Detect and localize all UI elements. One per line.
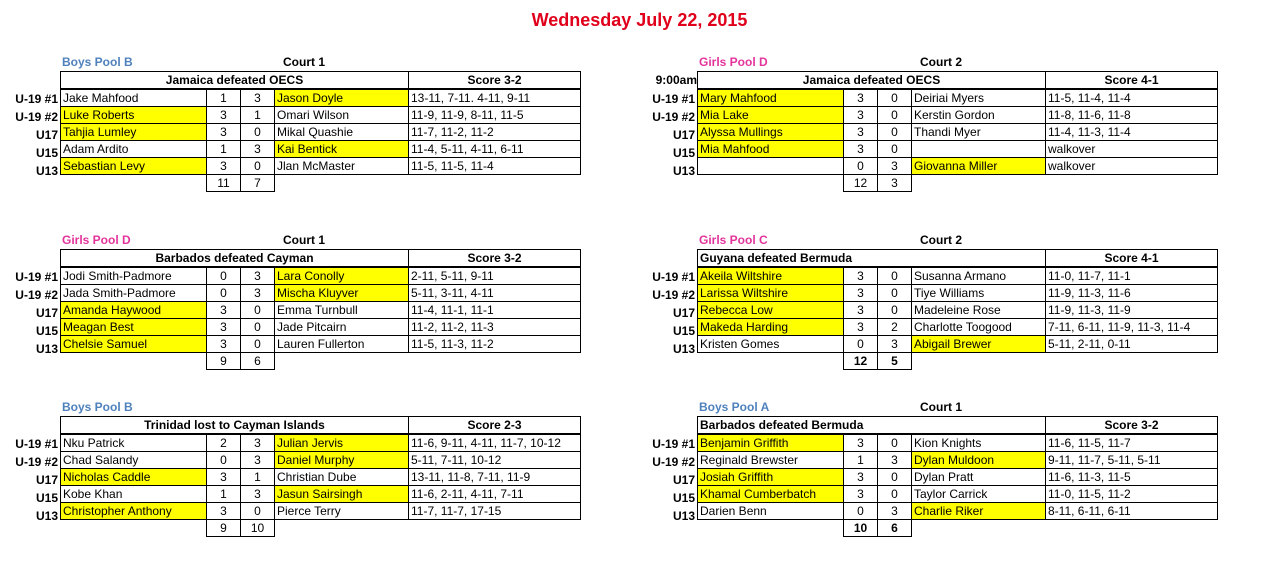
game-scores: 13-11, 7-11. 4-11, 9-11 [409,89,581,107]
game-scores: 11-4, 11-1, 11-1 [409,302,581,319]
spacer [61,175,207,192]
division-label: U13 [672,509,695,523]
game-scores: 11-4, 5-11, 4-11, 6-11 [409,141,581,158]
games-won-left: 0 [207,285,241,302]
match-result-header: Barbados defeated Bermuda [698,417,1046,435]
player-left: Josiah Griffith [698,469,844,486]
games-won-right: 3 [241,486,275,503]
player-left: Adam Ardito [61,141,207,158]
player-left: Akeila Wiltshire [698,267,844,285]
game-scores: 11-9, 11-3, 11-6 [1046,285,1218,302]
games-won-right: 0 [878,267,912,285]
match-table [697,249,1218,370]
player-left: Darien Benn [698,503,844,520]
player-left: Benjamin Griffith [698,434,844,452]
games-won-right: 0 [878,302,912,319]
table-row [698,158,1218,175]
games-total: 10 [241,520,275,537]
game-scores: 2-11, 5-11, 9-11 [409,267,581,285]
player-left: Jake Mahfood [61,89,207,107]
games-total: 11 [207,175,241,192]
games-won-left: 2 [207,434,241,452]
player-left: Chelsie Samuel [61,336,207,353]
game-scores: 11-6, 11-3, 11-5 [1046,469,1218,486]
games-total: 6 [241,353,275,370]
division-label: U13 [35,509,58,523]
match-block [0,233,640,383]
table-row [698,503,1218,520]
division-label: U15 [35,491,58,505]
table-row [698,302,1218,319]
games-won-right: 3 [241,452,275,469]
player-left: Reginald Brewster [698,452,844,469]
table-row [698,319,1218,336]
match-result-header: Guyana defeated Bermuda [698,250,1046,268]
games-won-left: 3 [844,285,878,302]
match-table [60,416,581,537]
player-left: Kristen Gomes [698,336,844,353]
match-result-header: Barbados defeated Cayman [61,250,409,268]
spacer [61,520,207,537]
table-row [61,486,581,503]
table-row [698,486,1218,503]
pool-label: Boys Pool B [62,55,133,69]
games-won-right: 0 [241,302,275,319]
match-table [60,249,581,370]
table-row [698,434,1218,452]
games-won-left: 0 [207,452,241,469]
division-label: U-19 #2 [15,288,58,302]
score-header: Score 4-1 [1046,72,1218,90]
division-labels [637,90,695,180]
court-label: Court 2 [920,55,962,69]
division-label: U17 [672,473,695,487]
games-won-right: 3 [241,434,275,452]
games-won-right: 3 [878,158,912,175]
games-won-right: 0 [878,469,912,486]
game-scores: 11-9, 11-9, 8-11, 11-5 [409,107,581,124]
games-won-left: 3 [844,141,878,158]
games-won-right: 0 [878,124,912,141]
division-label: U-19 #2 [15,455,58,469]
match-result-header: Jamaica defeated OECS [61,72,409,90]
spacer [912,520,1218,537]
games-won-right: 0 [878,89,912,107]
game-scores: 11-6, 2-11, 4-11, 7-11 [409,486,581,503]
player-left: Luke Roberts [61,107,207,124]
division-label: U-19 #2 [652,288,695,302]
division-label: U15 [35,324,58,338]
division-label: U15 [672,146,695,160]
match-result-header: Trinidad lost to Cayman Islands [61,417,409,435]
match-block [637,400,1277,550]
games-won-left: 3 [207,107,241,124]
player-right: Mischa Kluyver [275,285,409,302]
player-left: Tahjia Lumley [61,124,207,141]
match-block [637,55,1277,205]
table-row [61,434,581,452]
games-total: 7 [241,175,275,192]
match-table [697,71,1218,192]
player-left: Khamal Cumberbatch [698,486,844,503]
games-won-left: 3 [207,336,241,353]
match-table [697,416,1218,537]
division-label: U17 [35,473,58,487]
player-left: Christopher Anthony [61,503,207,520]
table-row [61,302,581,319]
game-scores: 9-11, 11-7, 5-11, 5-11 [1046,452,1218,469]
division-label: U13 [35,342,58,356]
division-label: U17 [35,128,58,142]
court-label: Court 1 [283,233,325,247]
games-won-left: 3 [844,434,878,452]
spacer [275,175,581,192]
player-left: Amanda Haywood [61,302,207,319]
games-won-left: 0 [207,267,241,285]
division-label: U17 [672,128,695,142]
game-scores: 11-5, 11-4, 11-4 [1046,89,1218,107]
table-row [61,107,581,124]
player-right: Julian Jervis [275,434,409,452]
table-row [61,89,581,107]
games-won-right: 0 [878,107,912,124]
table-row [61,141,581,158]
score-header: Score 2-3 [409,417,581,435]
division-labels [0,90,58,180]
player-left: Mia Mahfood [698,141,844,158]
games-won-right: 0 [878,434,912,452]
games-total: 10 [844,520,878,537]
table-row [61,452,581,469]
division-labels [637,435,695,525]
games-total: 9 [207,520,241,537]
player-left: Chad Salandy [61,452,207,469]
pool-label: Boys Pool A [699,400,770,414]
games-won-right: 1 [241,107,275,124]
spacer [698,353,844,370]
match-block [637,233,1277,383]
games-won-left: 3 [844,89,878,107]
player-right: Mikal Quashie [275,124,409,141]
games-won-left: 3 [844,124,878,141]
table-row [61,267,581,285]
player-right: Jade Pitcairn [275,319,409,336]
player-right: Jlan McMaster [275,158,409,175]
player-right: Jason Doyle [275,89,409,107]
game-scores: 13-11, 11-8, 7-11, 11-9 [409,469,581,486]
player-left: Makeda Harding [698,319,844,336]
game-scores: 11-4, 11-3, 11-4 [1046,124,1218,141]
games-won-left: 1 [844,452,878,469]
spacer [698,520,844,537]
division-labels [0,435,58,525]
player-left: Rebecca Low [698,302,844,319]
player-right: Kion Knights [912,434,1046,452]
court-label: Court 2 [920,233,962,247]
games-won-left: 0 [844,503,878,520]
player-right: Susanna Armano [912,267,1046,285]
division-labels [637,268,695,358]
games-won-right: 3 [878,452,912,469]
player-left: Alyssa Mullings [698,124,844,141]
game-scores: 11-8, 11-6, 11-8 [1046,107,1218,124]
player-right: Dylan Muldoon [912,452,1046,469]
player-right: Christian Dube [275,469,409,486]
games-won-left: 3 [844,107,878,124]
table-row [698,89,1218,107]
pool-label: Boys Pool B [62,400,133,414]
game-scores: 11-0, 11-7, 11-1 [1046,267,1218,285]
games-won-right: 0 [241,503,275,520]
games-won-right: 0 [878,285,912,302]
games-won-right: 3 [878,336,912,353]
player-left: Meagan Best [61,319,207,336]
game-scores: walkover [1046,158,1218,175]
spacer [275,520,581,537]
player-right: Emma Turnbull [275,302,409,319]
table-row [698,141,1218,158]
game-scores: 11-6, 9-11, 4-11, 11-7, 10-12 [409,434,581,452]
player-right: Lauren Fullerton [275,336,409,353]
game-scores: 11-9, 11-3, 11-9 [1046,302,1218,319]
game-scores: 8-11, 6-11, 6-11 [1046,503,1218,520]
table-row [61,285,581,302]
division-label: U17 [672,306,695,320]
games-won-right: 3 [241,285,275,302]
player-left: Nku Patrick [61,434,207,452]
games-won-left: 3 [207,469,241,486]
division-label: U17 [35,306,58,320]
score-header: Score 3-2 [1046,417,1218,435]
table-row [698,336,1218,353]
match-result-header: Jamaica defeated OECS [698,72,1046,90]
games-won-left: 1 [207,89,241,107]
games-won-left: 3 [207,319,241,336]
player-left [698,158,844,175]
spacer [912,353,1218,370]
pool-label: Girls Pool D [699,55,768,69]
division-label: U-19 #1 [15,270,58,284]
game-scores: walkover [1046,141,1218,158]
game-scores: 11-7, 11-7, 17-15 [409,503,581,520]
division-label: U13 [672,164,695,178]
games-won-right: 3 [241,89,275,107]
player-right: Kai Bentick [275,141,409,158]
player-left: Mary Mahfood [698,89,844,107]
game-scores: 7-11, 6-11, 11-9, 11-3, 11-4 [1046,319,1218,336]
games-won-left: 3 [844,302,878,319]
table-row [61,124,581,141]
spacer [61,353,207,370]
player-left: Jada Smith-Padmore [61,285,207,302]
games-won-left: 3 [207,302,241,319]
games-won-right: 0 [878,141,912,158]
game-scores: 5-11, 7-11, 10-12 [409,452,581,469]
player-right: Madeleine Rose [912,302,1046,319]
game-scores: 11-0, 11-5, 11-2 [1046,486,1218,503]
score-header: Score 3-2 [409,72,581,90]
games-total: 12 [844,175,878,192]
player-right: Taylor Carrick [912,486,1046,503]
games-won-right: 2 [878,319,912,336]
games-total: 9 [207,353,241,370]
games-won-left: 3 [844,486,878,503]
games-won-right: 1 [241,469,275,486]
table-row [698,452,1218,469]
games-won-right: 0 [241,336,275,353]
game-scores: 11-5, 11-3, 11-2 [409,336,581,353]
player-right: Tiye Williams [912,285,1046,302]
games-won-right: 3 [878,503,912,520]
player-right: Deiriai Myers [912,89,1046,107]
court-label: Court 1 [920,400,962,414]
games-total: 12 [844,353,878,370]
table-row [698,469,1218,486]
division-label: U-19 #1 [15,437,58,451]
game-scores: 11-2, 11-2, 11-3 [409,319,581,336]
player-left: Mia Lake [698,107,844,124]
table-row [61,319,581,336]
player-left: Kobe Khan [61,486,207,503]
table-row [698,267,1218,285]
table-row [61,469,581,486]
games-total: 6 [878,520,912,537]
pool-label: Girls Pool D [62,233,131,247]
player-right: Jasun Sairsingh [275,486,409,503]
spacer [912,175,1218,192]
player-left: Sebastian Levy [61,158,207,175]
division-label: U-19 #2 [652,455,695,469]
match-block [0,400,640,550]
division-label: U15 [672,491,695,505]
games-won-left: 3 [844,319,878,336]
games-total: 5 [878,353,912,370]
pool-label: Girls Pool C [699,233,768,247]
spacer [698,175,844,192]
game-scores: 11-5, 11-5, 11-4 [409,158,581,175]
player-left: Nicholas Caddle [61,469,207,486]
player-right: Dylan Pratt [912,469,1046,486]
table-row [698,107,1218,124]
division-label: U-19 #1 [652,437,695,451]
division-label: U13 [35,164,58,178]
game-scores: 5-11, 3-11, 4-11 [409,285,581,302]
player-right: Pierce Terry [275,503,409,520]
match-table [60,71,581,192]
games-won-left: 1 [207,141,241,158]
games-won-left: 3 [844,469,878,486]
table-row [61,336,581,353]
player-left: Jodi Smith-Padmore [61,267,207,285]
game-scores: 5-11, 2-11, 0-11 [1046,336,1218,353]
match-time: 9:00am [655,73,697,87]
games-won-left: 0 [844,158,878,175]
division-label: U-19 #1 [652,92,695,106]
table-row [698,285,1218,302]
games-total: 3 [878,175,912,192]
player-right [912,141,1046,158]
games-won-right: 0 [241,158,275,175]
page-title: Wednesday July 22, 2015 [531,10,748,30]
score-header: Score 4-1 [1046,250,1218,268]
court-label: Court 1 [283,55,325,69]
player-right: Omari Wilson [275,107,409,124]
games-won-left: 3 [207,503,241,520]
player-left: Larissa Wiltshire [698,285,844,302]
games-won-left: 1 [207,486,241,503]
games-won-left: 3 [207,124,241,141]
games-won-right: 0 [878,486,912,503]
table-row [698,124,1218,141]
games-won-left: 3 [844,267,878,285]
division-label: U-19 #2 [15,110,58,124]
games-won-right: 3 [241,267,275,285]
division-label: U-19 #1 [652,270,695,284]
player-right: Lara Conolly [275,267,409,285]
games-won-right: 3 [241,141,275,158]
division-label: U-19 #1 [15,92,58,106]
division-label: U13 [672,342,695,356]
player-right: Kerstin Gordon [912,107,1046,124]
table-row [61,158,581,175]
division-labels [0,268,58,358]
player-right: Thandi Myer [912,124,1046,141]
player-right: Charlotte Toogood [912,319,1046,336]
game-scores: 11-6, 11-5, 11-7 [1046,434,1218,452]
match-block [0,55,640,205]
player-right: Daniel Murphy [275,452,409,469]
game-scores: 11-7, 11-2, 11-2 [409,124,581,141]
player-right: Giovanna Miller [912,158,1046,175]
division-label: U15 [35,146,58,160]
games-won-right: 0 [241,319,275,336]
player-right: Abigail Brewer [912,336,1046,353]
player-right: Charlie Riker [912,503,1046,520]
score-header: Score 3-2 [409,250,581,268]
division-label: U-19 #2 [652,110,695,124]
division-label: U15 [672,324,695,338]
games-won-left: 3 [207,158,241,175]
spacer [275,353,581,370]
table-row [61,503,581,520]
games-won-right: 0 [241,124,275,141]
games-won-left: 0 [844,336,878,353]
